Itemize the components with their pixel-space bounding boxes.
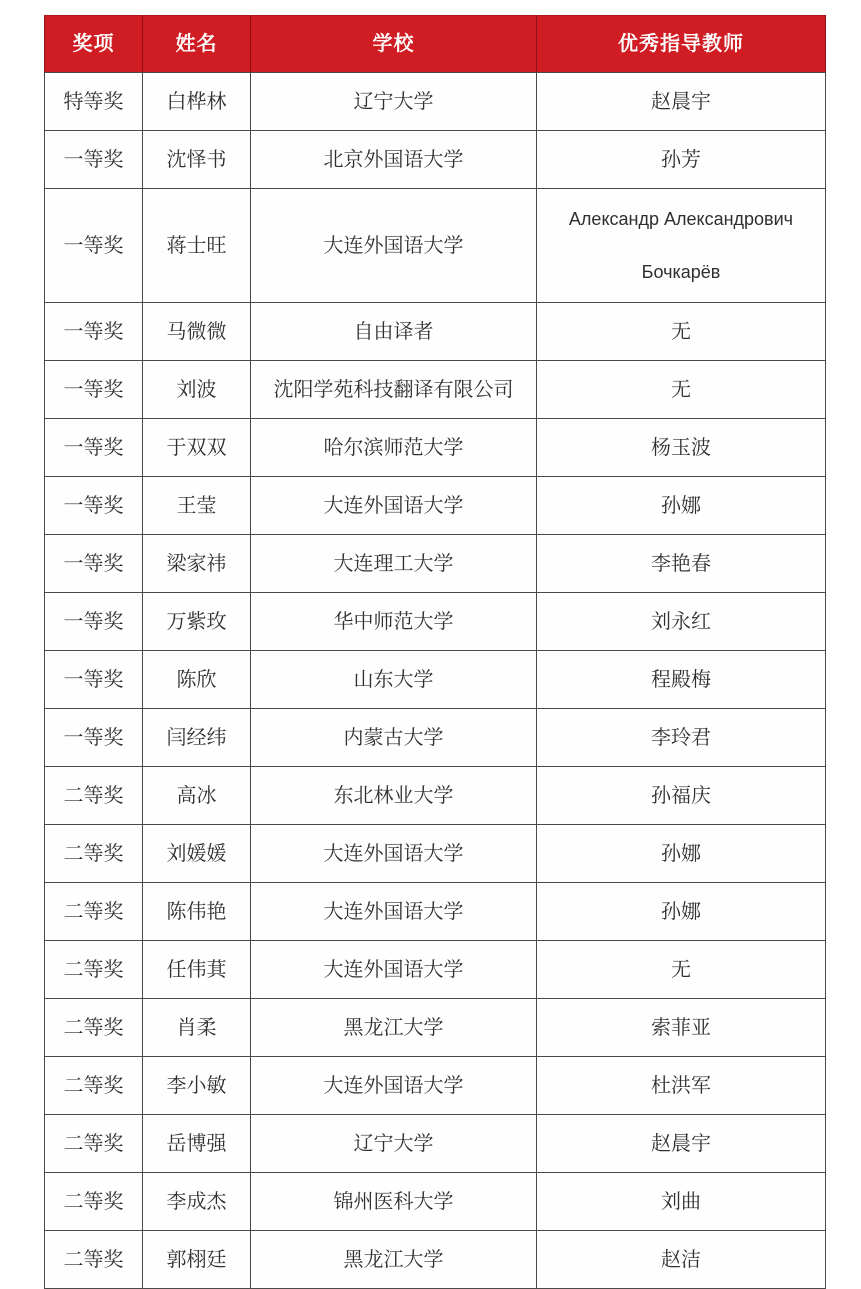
table-row: [45, 1115, 826, 1173]
name-cell: 蒋士旺: [143, 189, 251, 303]
school-cell: 大连外国语大学: [251, 941, 537, 999]
award-cell: 二等奖: [45, 883, 143, 941]
teacher-cell: 无: [537, 941, 826, 999]
award-cell: 二等奖: [45, 1231, 143, 1289]
table-row: [45, 303, 826, 361]
teacher-cell: 孙娜: [537, 883, 826, 941]
award-cell: 二等奖: [45, 767, 143, 825]
teacher-cell: 赵晨宇: [537, 73, 826, 131]
teacher-cell: 孙娜: [537, 825, 826, 883]
name-cell: 肖柔: [143, 999, 251, 1057]
table-row: [45, 593, 826, 651]
name-cell: 李小敏: [143, 1057, 251, 1115]
name-cell: 白桦林: [143, 73, 251, 131]
table-row: [45, 883, 826, 941]
award-cell: 一等奖: [45, 189, 143, 303]
school-cell: 黑龙江大学: [251, 999, 537, 1057]
table-row: [45, 767, 826, 825]
name-cell: 闫经纬: [143, 709, 251, 767]
name-cell: 李成杰: [143, 1173, 251, 1231]
header-teacher: 优秀指导教师: [537, 16, 826, 73]
award-cell: 一等奖: [45, 131, 143, 189]
school-cell: 大连外国语大学: [251, 1057, 537, 1115]
award-cell: 二等奖: [45, 825, 143, 883]
name-cell: 陈伟艳: [143, 883, 251, 941]
table-header: [45, 16, 826, 73]
school-cell: 辽宁大学: [251, 1115, 537, 1173]
teacher-cell: 无: [537, 361, 826, 419]
name-cell: 万紫玫: [143, 593, 251, 651]
awards-table-container: [44, 15, 825, 1289]
teacher-cell: 李艳春: [537, 535, 826, 593]
header-award: 奖项: [45, 16, 143, 73]
header-school: 学校: [251, 16, 537, 73]
table-row: [45, 1173, 826, 1231]
school-cell: 大连理工大学: [251, 535, 537, 593]
award-cell: 二等奖: [45, 1173, 143, 1231]
name-cell: 陈欣: [143, 651, 251, 709]
name-cell: 沈怿书: [143, 131, 251, 189]
teacher-cell: 无: [537, 303, 826, 361]
award-cell: 二等奖: [45, 999, 143, 1057]
table-row: [45, 73, 826, 131]
name-cell: 任伟萁: [143, 941, 251, 999]
table-row: [45, 999, 826, 1057]
teacher-cell: Александр Александрович Бочкарёв: [537, 189, 826, 303]
school-cell: 东北林业大学: [251, 767, 537, 825]
table-row: [45, 1231, 826, 1289]
school-cell: 辽宁大学: [251, 73, 537, 131]
name-cell: 岳博强: [143, 1115, 251, 1173]
school-cell: 华中师范大学: [251, 593, 537, 651]
teacher-cell: 刘永红: [537, 593, 826, 651]
school-cell: 大连外国语大学: [251, 825, 537, 883]
table-row: [45, 361, 826, 419]
school-cell: 锦州医科大学: [251, 1173, 537, 1231]
award-cell: 一等奖: [45, 709, 143, 767]
teacher-cell: 刘曲: [537, 1173, 826, 1231]
school-cell: 沈阳学苑科技翻译有限公司: [251, 361, 537, 419]
table-row: [45, 189, 826, 303]
table-row: [45, 941, 826, 999]
name-cell: 王莹: [143, 477, 251, 535]
teacher-cell: 程殿梅: [537, 651, 826, 709]
award-cell: 一等奖: [45, 535, 143, 593]
header-row: [45, 16, 826, 73]
teacher-cell: 杜洪军: [537, 1057, 826, 1115]
name-cell: 马微微: [143, 303, 251, 361]
table-row: [45, 477, 826, 535]
award-cell: 二等奖: [45, 941, 143, 999]
school-cell: 大连外国语大学: [251, 477, 537, 535]
name-cell: 梁家祎: [143, 535, 251, 593]
name-cell: 刘波: [143, 361, 251, 419]
teacher-cell: 索菲亚: [537, 999, 826, 1057]
award-cell: 特等奖: [45, 73, 143, 131]
teacher-cell: 孙芳: [537, 131, 826, 189]
table-row: [45, 535, 826, 593]
name-cell: 刘媛媛: [143, 825, 251, 883]
name-cell: 郭栩廷: [143, 1231, 251, 1289]
award-cell: 一等奖: [45, 303, 143, 361]
teacher-cell: 孙福庆: [537, 767, 826, 825]
name-cell: 于双双: [143, 419, 251, 477]
teacher-cell: 赵晨宇: [537, 1115, 826, 1173]
teacher-cell: 李玲君: [537, 709, 826, 767]
school-cell: 山东大学: [251, 651, 537, 709]
header-name: 姓名: [143, 16, 251, 73]
table-row: [45, 825, 826, 883]
table-row: [45, 651, 826, 709]
award-cell: 一等奖: [45, 477, 143, 535]
school-cell: 自由译者: [251, 303, 537, 361]
awards-table: [44, 15, 826, 1289]
school-cell: 大连外国语大学: [251, 883, 537, 941]
school-cell: 内蒙古大学: [251, 709, 537, 767]
award-cell: 一等奖: [45, 593, 143, 651]
award-cell: 二等奖: [45, 1057, 143, 1115]
school-cell: 哈尔滨师范大学: [251, 419, 537, 477]
award-cell: 一等奖: [45, 361, 143, 419]
award-cell: 一等奖: [45, 419, 143, 477]
table-row: [45, 131, 826, 189]
award-cell: 一等奖: [45, 651, 143, 709]
teacher-cell: 赵洁: [537, 1231, 826, 1289]
school-cell: 大连外国语大学: [251, 189, 537, 303]
award-cell: 二等奖: [45, 1115, 143, 1173]
table-row: [45, 419, 826, 477]
table-body: [45, 73, 826, 1289]
school-cell: 北京外国语大学: [251, 131, 537, 189]
name-cell: 高冰: [143, 767, 251, 825]
table-row: [45, 1057, 826, 1115]
teacher-cell: 杨玉波: [537, 419, 826, 477]
teacher-cell: 孙娜: [537, 477, 826, 535]
school-cell: 黑龙江大学: [251, 1231, 537, 1289]
table-row: [45, 709, 826, 767]
